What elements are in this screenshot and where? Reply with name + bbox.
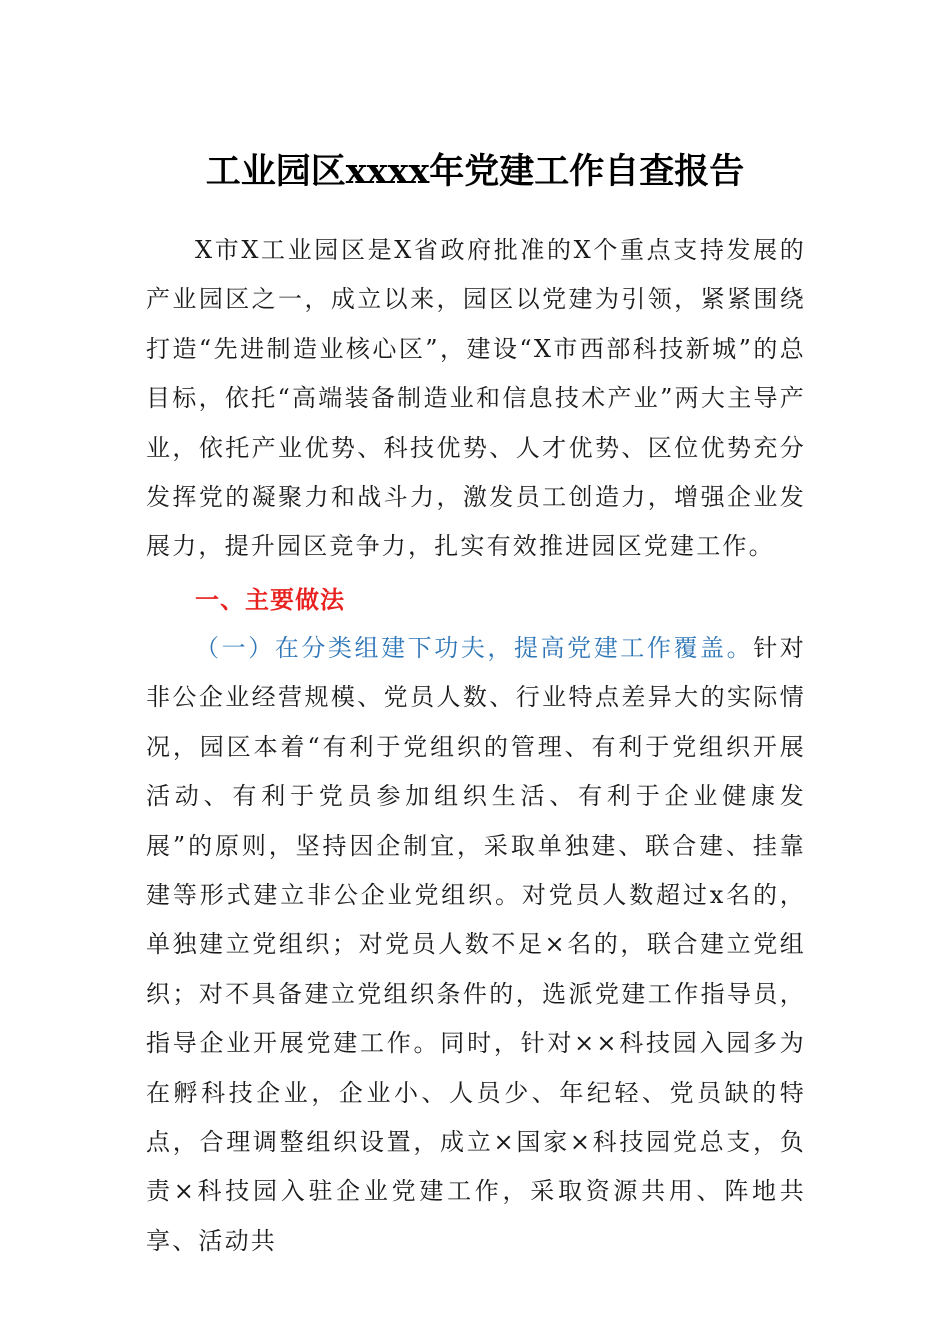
subsection-body: 针对非公企业经营规模、党员人数、行业特点差异大的实际情况，园区本着“有利于党组织的管理、有利于党组织开展活动、有利于党员参加组织生活、有利于企业健康发展”的原则，坚持因企制宜，采取单独建、联合建、挂靠建等形式建立非公企业党组织。对党员人数超过x名的，单独建立党组织；对党员人数不足×名的，联合建立党组织；对不具备建立党组织条件的，选派党建工作指导员，指导企业开展党建工作。同时，针对××科技园入园多为在孵科技企业，企业小、人员少、年纪轻、党员缺的特点，合理调整组织设置，成立×国家×科技园党总支，负责×科技园入驻企业党建工作，采取资源共用、阵地共享、活动共 (146, 634, 807, 1255)
subsection-heading: （一）在分类组建下功夫，提高党建工作覆盖。 (195, 634, 754, 662)
subsection-paragraph (146, 624, 807, 1255)
document-title: 工业园区xxxx年党建工作自查报告 (205, 151, 745, 192)
intro-paragraph: X市X工业园区是X省政府批准的X个重点支持发展的产业园区之一，成立以来，园区以党建为引领，紧紧围绕打造“先进制造业核心区”，建设“X市西部科技新城”的总目标，依托“高端装备制造业和信息技术产业”两大主导产业，依托产业优势、科技优势、人才优势、区位优势充分发挥党的凝聚力和战斗力，激发员工创造力，增强企业发展力，提升园区竞争力，扎实有效推进园区党建工作。 (146, 236, 806, 561)
section-heading-main-practices: 一、主要做法 (195, 586, 345, 614)
